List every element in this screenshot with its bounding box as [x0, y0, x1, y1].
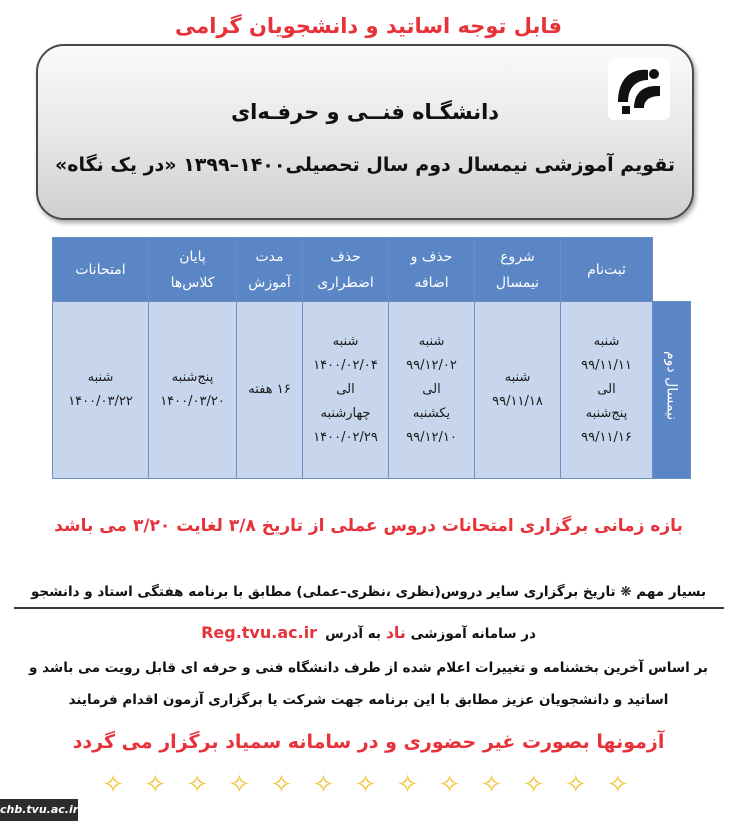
system-line-suffix: به آدرس — [325, 626, 386, 642]
registration-url: Reg.tvu.ac.ir — [201, 623, 318, 642]
col-header-add-drop: حذف و اضافه — [389, 238, 475, 302]
students-line: اساتید و دانشجویان عزیز مطابق با این برنامه جهت شرکت یا برگزاری آزمون اقدام فرمایند — [68, 692, 669, 708]
system-line-prefix: در سامانه آموزشی — [405, 626, 536, 642]
col-header-classes-end: پایان کلاس‌ها — [149, 238, 237, 302]
practical-exams-notice: بازه زمانی برگزاری امتحانات دروس عملی از تاریخ ۳/۸ لغایت ۳/۲۰ می باشد — [54, 516, 683, 536]
cell-exams: شنبه ۱۴۰۰/۰۳/۲۲ — [53, 302, 149, 479]
table-row — [53, 302, 691, 479]
row-label-second-semester: نیمسال دوم — [653, 302, 691, 479]
col-header-duration: مدت آموزش — [237, 238, 303, 302]
schedule-header-row — [53, 238, 691, 302]
site-watermark: chb.tvu.ac.ir — [0, 799, 78, 821]
cell-duration: ۱۶ هفته — [237, 302, 303, 479]
header-box — [36, 44, 694, 220]
col-header-semester-start: شروع نیمسال — [475, 238, 561, 302]
cell-registration: شنبه ۹۹/۱۱/۱۱ الی پنج‌شنبه ۹۹/۱۱/۱۶ — [561, 302, 653, 479]
system-name: ناد — [385, 623, 406, 642]
table-corner — [653, 238, 691, 302]
online-exams-notice: آزمونها بصورت غیر حضوری و در سامانه سمیاد برگزار می گردد — [72, 731, 665, 753]
col-header-emergency-drop: حذف اضطراری — [303, 238, 389, 302]
star-row-decoration: ✧ ✧ ✧ ✧ ✧ ✧ ✧ ✧ ✧ ✧ ✧ ✧ ✧ — [102, 770, 635, 800]
cell-classes-end: پنج‌شنبه ۱۴۰۰/۰۳/۲۰ — [149, 302, 237, 479]
divider — [14, 607, 724, 609]
cell-semester-start: شنبه ۹۹/۱۱/۱۸ — [475, 302, 561, 479]
important-note: بسیار مهم ❋ تاریخ برگزاری سایر دروس(نظری ،نظری–عملی) مطابق با برنامه هفتگی استاد و دانشجو — [30, 584, 707, 600]
col-header-registration: ثبت‌نام — [561, 238, 653, 302]
col-header-exams: امتحانات — [53, 238, 149, 302]
cell-add-drop: شنبه ۹۹/۱۲/۰۲ الی یکشنبه ۹۹/۱۲/۱۰ — [389, 302, 475, 479]
schedule-table — [52, 237, 691, 479]
cell-emergency-drop: شنبه ۱۴۰۰/۰۲/۰۴ الی چهارشنبه ۱۴۰۰/۰۲/۲۹ — [303, 302, 389, 479]
circular-line: بر اساس آخرین بخشنامه و تغییرات اعلام شده از طرف دانشگاه فنی و حرفه ای قابل رویت می باشد و — [29, 660, 708, 676]
university-name: دانشگـاه فنــی و حرفـه‌ای — [230, 100, 500, 124]
system-line — [0, 623, 737, 642]
notice-title: قابل توجه اساتید و دانشجویان گرامی — [174, 14, 563, 38]
calendar-title: تقویم آموزشی نیمسال دوم سال تحصیلی۱۴۰۰–۱۳۹۹ «در یک نگاه» — [54, 154, 676, 176]
